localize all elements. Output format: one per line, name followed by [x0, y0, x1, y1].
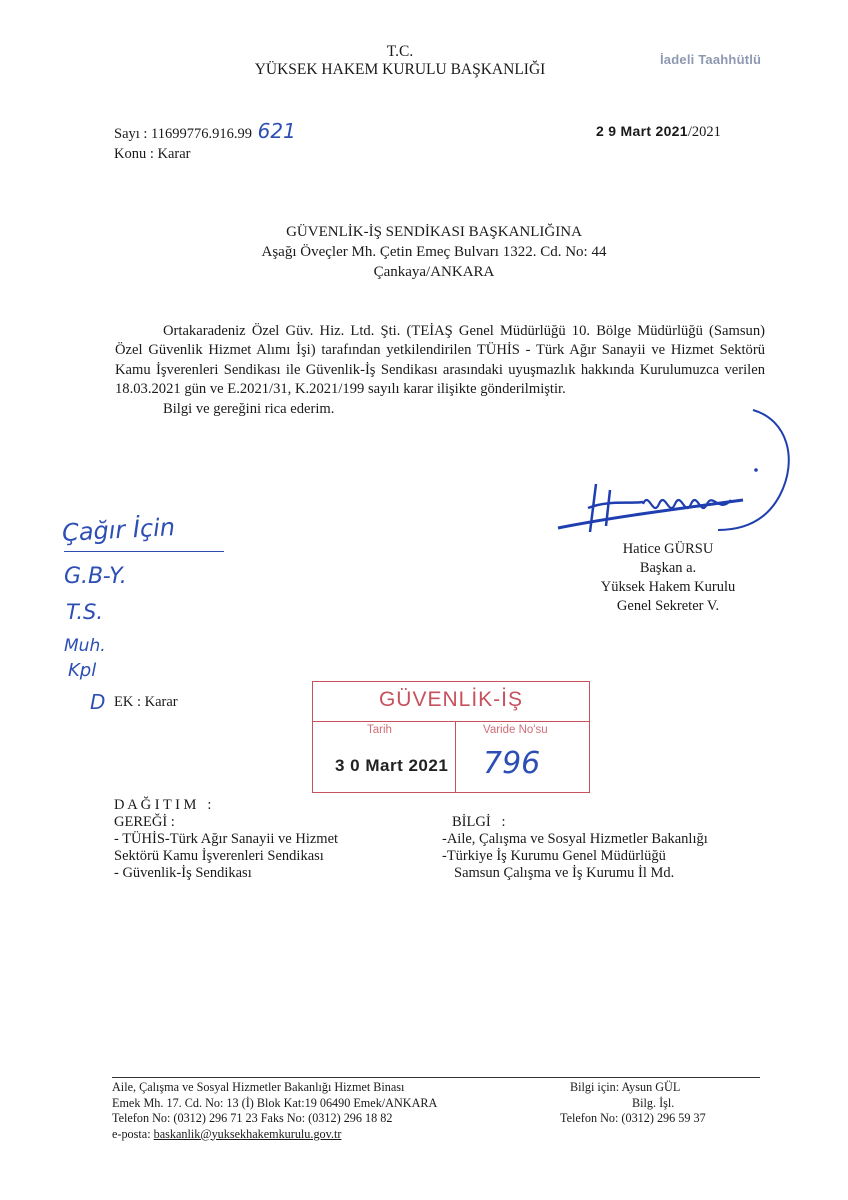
body-paragraph-1: Ortakaradeniz Özel Güv. Hiz. Ltd. Şti. (TEİAŞ Genel Müdürlüğü 10. Bölge Müdürlüğü (Samsun) Özel Güvenlik Hizmet Alımı İşi) tarafından yetkilendirilen TÜHİS - Türk Ağır Sanayii ve Hizmet Sektörü Kamu İşverenleri Sendikası ile Güvenlik-İş Sendikası arasındaki uyuşmazlık hakkında Kurulumuzca verilen 18.03.2021 gün ve E.2021/31, K.2021/199 sayılı karar ilişikte gönderilmiştir. — [115, 323, 765, 398]
footer-email-link[interactable]: baskanlik@yuksekhakemkurulu.gov.tr — [153, 1126, 342, 1141]
recipient-line1: GÜVENLİK-İŞ SENDİKASI BAŞKANLIĞINA — [286, 224, 582, 240]
konu-label: Konu — [114, 146, 147, 162]
received-stamp-title: GÜVENLİK-İŞ — [378, 688, 524, 711]
ek-value: : Karar — [136, 694, 178, 710]
letterhead-line1: T.C. — [386, 43, 414, 60]
attachment-line — [112, 694, 178, 711]
handwritten-note-6: D — [90, 690, 106, 714]
footer-contact-role: Bilg. İşl. — [632, 1095, 675, 1110]
date-stamp: 2 9 Mart 2021 — [596, 123, 688, 139]
distribution-geregi — [114, 814, 338, 882]
konu-value: : Karar — [149, 146, 191, 162]
signer-title-3: Genel Sekreter V. — [616, 598, 720, 614]
bilgi-item: Samsun Çalışma ve İş Kurumu İl Md. — [454, 865, 675, 881]
geregi-item: - TÜHİS-Türk Ağır Sanayii ve Hizmet — [114, 831, 339, 847]
letterhead-line2: YÜKSEK HAKEM KURULU BAŞKANLIĞI — [254, 61, 546, 78]
recipient-line3: Çankaya/ANKARA — [373, 264, 495, 280]
handwritten-underline — [64, 551, 224, 552]
footer-divider — [112, 1077, 760, 1078]
distribution-heading: D A Ğ I T I M : — [114, 797, 212, 813]
ek-label: EK — [114, 694, 134, 710]
signer-title-1: Başkan a. — [639, 560, 697, 576]
signer-title-2: Yüksek Hakem Kurulu — [600, 579, 736, 595]
received-stamp — [312, 681, 590, 793]
handwritten-note-5: Kpl — [68, 660, 97, 681]
bilgi-label: BİLGİ : — [452, 814, 506, 830]
sayi-label: Sayı — [114, 126, 140, 142]
handwritten-note-1: Çağır İçin — [61, 513, 176, 547]
stamp-divider-vertical — [455, 721, 456, 792]
body-paragraph-2: Bilgi ve gereğini rica ederim. — [163, 400, 335, 417]
stamp-date-label: Tarih — [367, 724, 392, 736]
bilgi-item: -Aile, Çalışma ve Sosyal Hizmetler Bakanlığı — [442, 831, 708, 847]
signer-name: Hatice GÜRSU — [622, 541, 714, 557]
footer-contact-person: Bilgi için: Aysun GÜL — [570, 1080, 681, 1094]
sayi-handwritten-number: 621 — [257, 119, 296, 143]
handwritten-note-3: T.S. — [66, 600, 104, 624]
reference-block — [114, 121, 296, 164]
recipient-address — [0, 222, 848, 282]
footer-address-2: Emek Mh. 17. Cd. No: 13 (İ) Blok Kat:19 06490 Emek/ANKARA — [112, 1095, 438, 1110]
geregi-item: Sektörü Kamu İşverenleri Sendikası — [114, 848, 324, 864]
stamp-received-number: 796 — [483, 746, 541, 781]
footer-contact-phone: Telefon No: (0312) 296 59 37 — [560, 1111, 706, 1125]
date-suffix: /2021 — [687, 124, 721, 140]
footer-phone: Telefon No: (0312) 296 71 23 Faks No: (0312) 296 18 82 — [112, 1111, 393, 1125]
signature-scribble — [548, 400, 808, 550]
stamp-number-label: Varide No'su — [483, 724, 548, 736]
signature-block — [578, 540, 758, 616]
sayi-value: : 11699776.916.99 — [143, 126, 253, 142]
handwritten-note-2: G.B-Y. — [64, 564, 127, 589]
letter-date — [596, 121, 721, 142]
distribution-bilgi — [442, 814, 708, 882]
stamp-divider-horizontal — [313, 721, 589, 722]
footer-email-label: e-posta: — [112, 1126, 151, 1141]
letterhead — [0, 43, 848, 79]
geregi-label: GEREĞİ : — [114, 814, 175, 830]
bilgi-item: -Türkiye İş Kurumu Genel Müdürlüğü — [442, 848, 666, 864]
recipient-line2: Aşağı Öveçler Mh. Çetin Emeç Bulvarı 1322. Cd. No: 44 — [261, 244, 607, 260]
stamp-received-date: 3 0 Mart 2021 — [335, 756, 449, 775]
geregi-item: - Güvenlik-İş Sendikası — [114, 865, 252, 881]
footer-contact — [560, 1080, 760, 1127]
registered-mail-stamp: İadeli Taahhütlü — [660, 52, 762, 67]
handwritten-note-4: Muh. — [64, 636, 106, 656]
footer-address-1: Aile, Çalışma ve Sosyal Hizmetler Bakanlığı Hizmet Binası — [112, 1080, 405, 1094]
footer-address — [112, 1080, 437, 1142]
